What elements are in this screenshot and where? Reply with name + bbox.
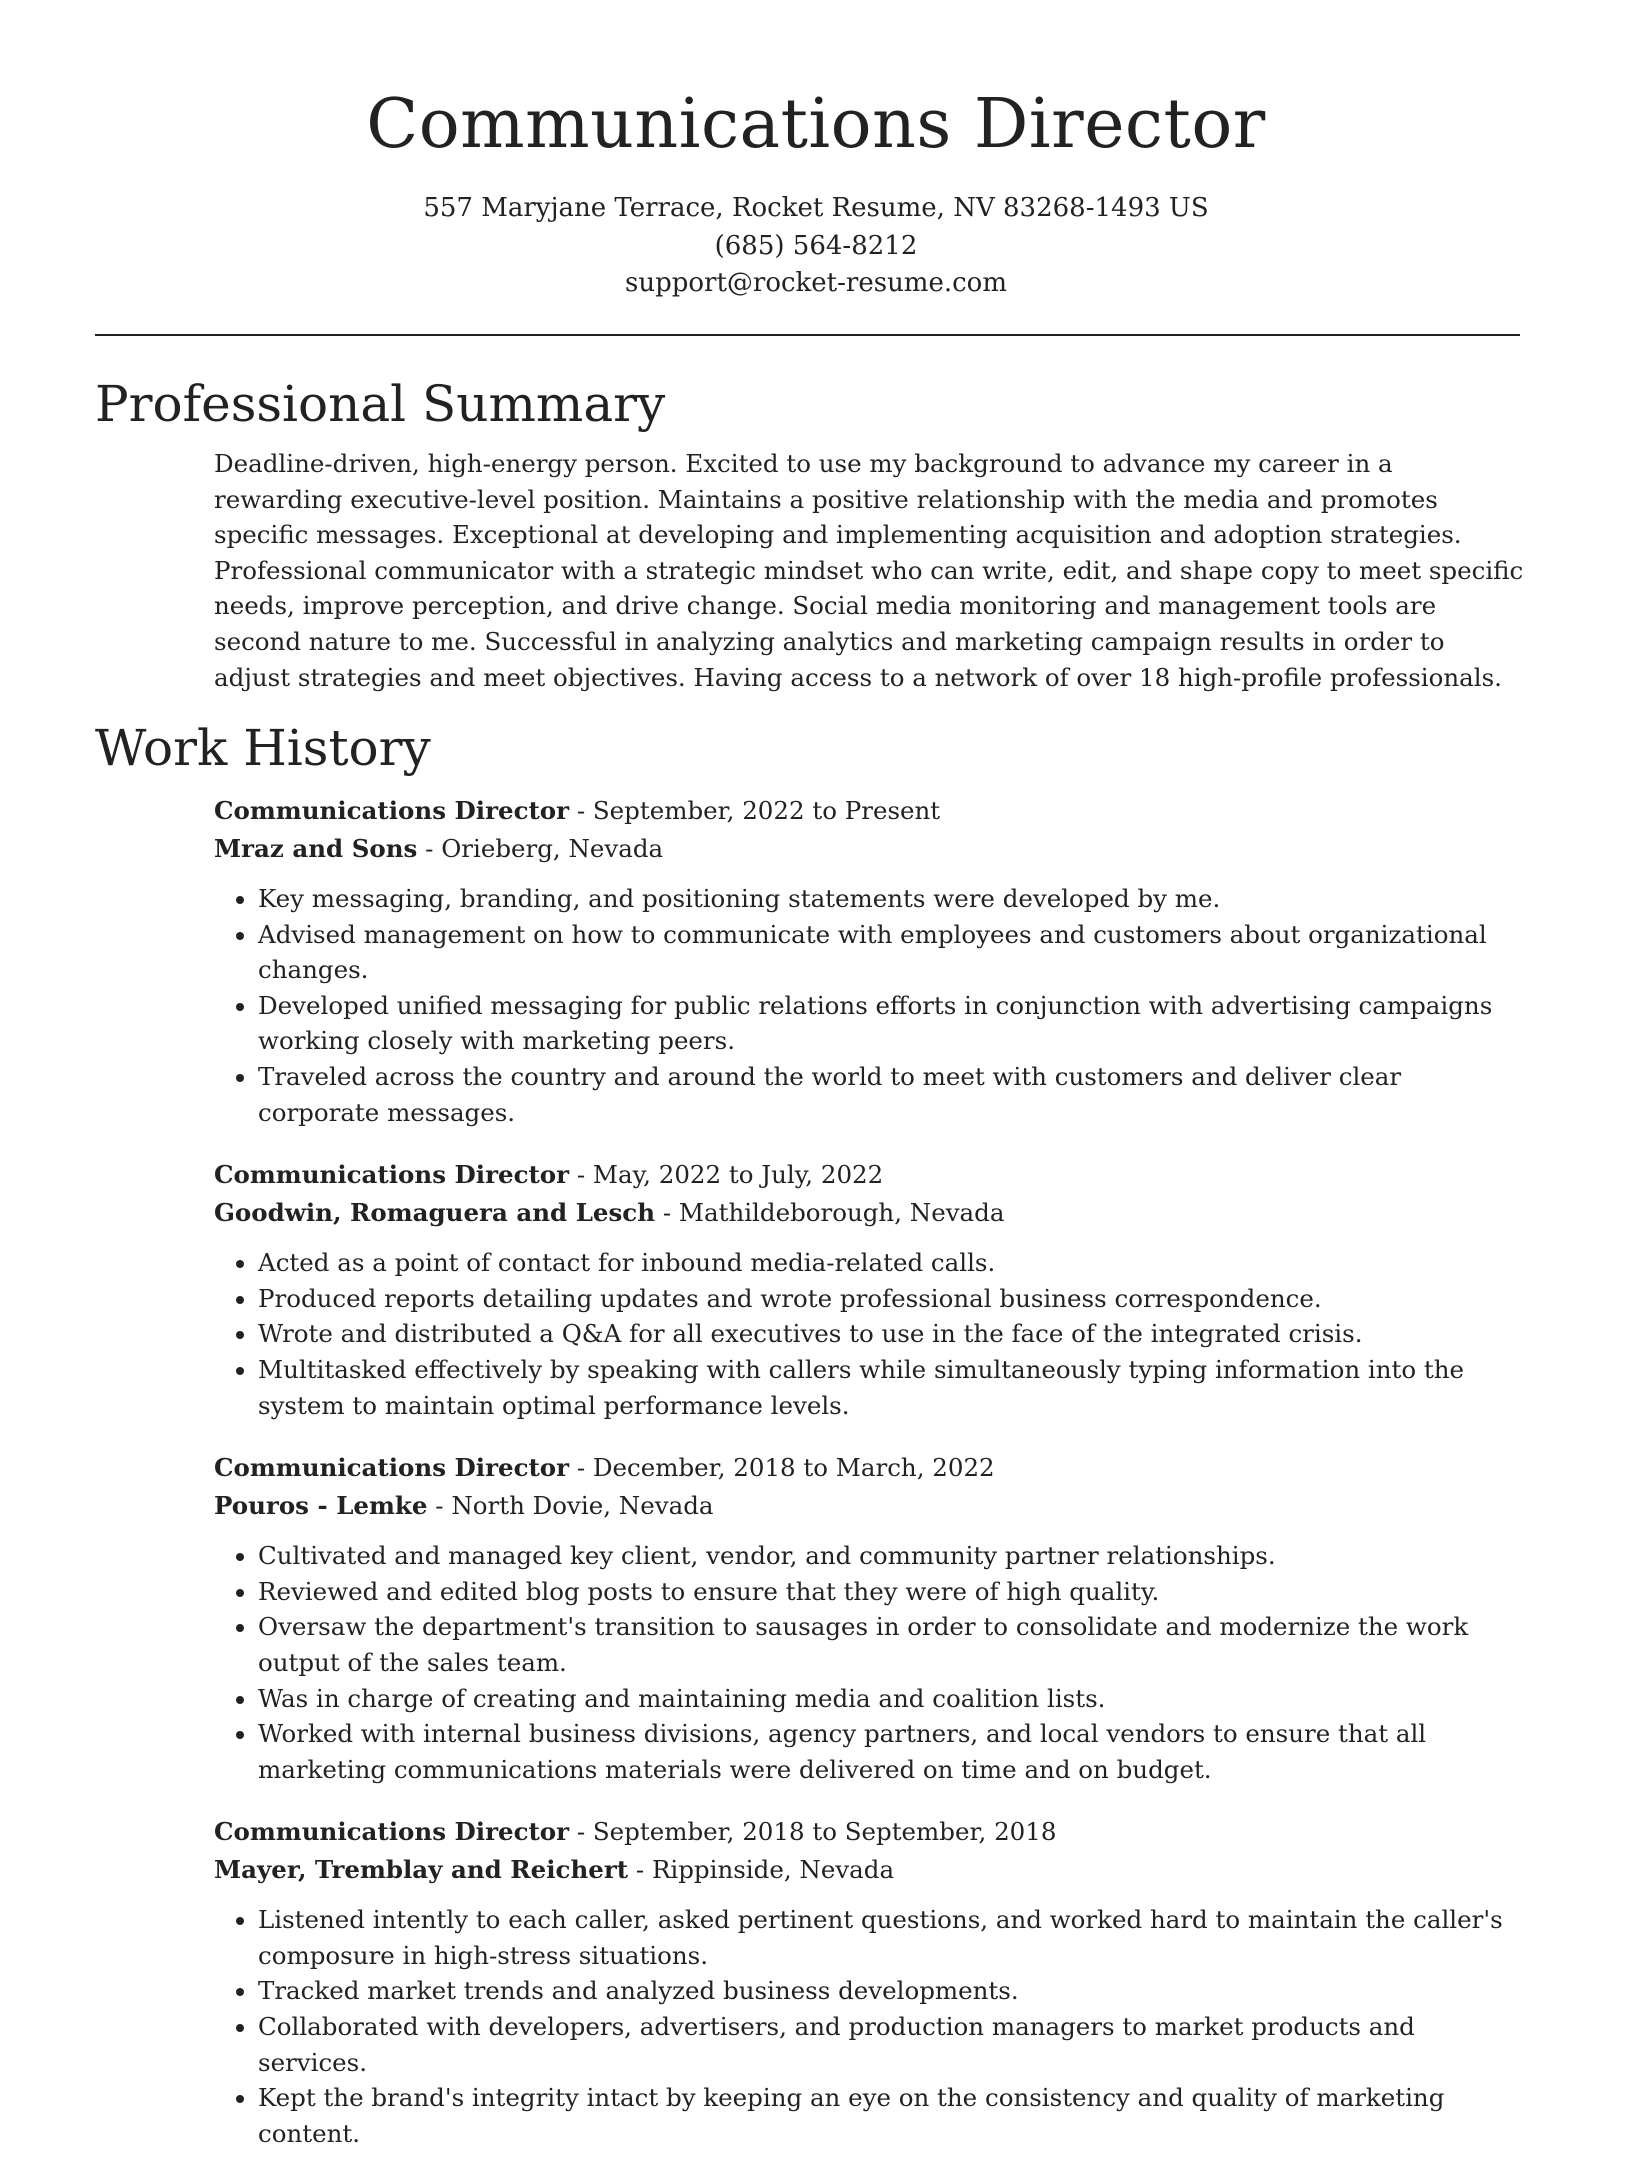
job-location: - North Dovie, Nevada (427, 1490, 714, 1520)
job-company-line (214, 1851, 1524, 1889)
job-bullets (214, 1245, 1524, 1423)
job-location: - Mathildeborough, Nevada (655, 1197, 1005, 1227)
job-entry (214, 1156, 1524, 1423)
job-bullet: • Was in charge of creating and maintaining media and coalition lists. (258, 1681, 1524, 1717)
contact-phone: (685) 564-8212 (714, 230, 918, 261)
job-company: Mayer, Tremblay and Reichert (214, 1854, 629, 1884)
job-dates: - September, 2018 to September, 2018 (569, 1817, 1057, 1847)
job-bullet: • Cultivated and managed key client, vendor, and community partner relationships. (258, 1538, 1524, 1574)
work-history-list (214, 792, 1524, 2165)
job-dates: - December, 2018 to March, 2022 (569, 1453, 995, 1483)
job-company-line (214, 830, 1524, 868)
job-title-line (214, 792, 1524, 830)
job-bullet: • Tracked market trends and analyzed business developments. (258, 1973, 1524, 2009)
job-company: Goodwin, Romaguera and Lesch (214, 1197, 656, 1227)
job-title-line (214, 1449, 1524, 1487)
job-bullet: • Traveled across the country and around the world to meet with customers and deliver clear corporate messages. (258, 1059, 1524, 1130)
job-bullet: • Key messaging, branding, and positioning statements were developed by me. (258, 881, 1524, 917)
contact-email: support@rocket-resume.com (624, 268, 1007, 298)
summary-text: Deadline-driven, high-energy person. Excited to use my background to advance my career in a rewarding executive-level position. Maintains a positive relationship with the media and promotes specific messages. Exceptional at developing and implementing acquisition and adoption strategies. Professional communicator with a strategic mindset who can write, edit, and shape copy to meet specific needs, improve perception, and drive change. Social media monitoring and management tools are second nature to me. Successful in analyzing analytics and marketing campaign results in order to adjust strategies and meet objectives. Having access to a network of over 18 high-profile professionals. (214, 449, 1524, 692)
job-location: - Rippinside, Nevada (628, 1854, 895, 1884)
job-bullet: • Wrote and distributed a Q&A for all executives to use in the face of the integrated crisis. (258, 1316, 1524, 1352)
job-bullets (214, 881, 1524, 1130)
job-bullet: • Acted as a point of contact for inbound media-related calls. (258, 1245, 1524, 1281)
job-entry (214, 792, 1524, 1130)
summary-heading: Professional Summary (95, 375, 666, 433)
job-bullet: • Reviewed and edited blog posts to ensure that they were of high quality. (258, 1574, 1524, 1610)
contact-info (0, 190, 1632, 303)
job-bullet: • Advised management on how to communicate with employees and customers about organizational changes. (258, 917, 1524, 988)
job-title: Communications Director (214, 1160, 570, 1190)
job-entry (214, 1813, 1524, 2151)
job-bullet: • Produced reports detailing updates and wrote professional business correspondence. (258, 1281, 1524, 1317)
job-company-line (214, 1487, 1524, 1525)
contact-address: 557 Maryjane Terrace, Rocket Resume, NV 83268-1493 US (423, 193, 1209, 223)
job-bullet: • Kept the brand's integrity intact by keeping an eye on the consistency and quality of marketing content. (258, 2080, 1524, 2151)
job-bullet: • Worked with internal business divisions, agency partners, and local vendors to ensure that all marketing communications materials were delivered on time and on budget. (258, 1716, 1524, 1787)
job-title-line (214, 1813, 1524, 1851)
job-bullet: • Listened intently to each caller, asked pertinent questions, and worked hard to maintain the caller's composure in high-stress situations. (258, 1902, 1524, 1973)
job-bullet: • Collaborated with developers, advertisers, and production managers to market products and services. (258, 2009, 1524, 2080)
job-dates: - September, 2022 to Present (569, 796, 941, 825)
job-title: Communications Director (214, 1453, 570, 1483)
job-company-line (214, 1194, 1524, 1232)
job-bullets (214, 1902, 1524, 2151)
job-title-line (214, 1156, 1524, 1194)
job-title: Communications Director (214, 796, 570, 825)
job-bullet: • Oversaw the department's transition to sausages in order to consolidate and modernize the work output of the sales team. (258, 1609, 1524, 1680)
job-dates: - May, 2022 to July, 2022 (569, 1160, 884, 1190)
job-bullet: • Multitasked effectively by speaking with callers while simultaneously typing information into the system to maintain optimal performance levels. (258, 1352, 1524, 1423)
job-location: - Orieberg, Nevada (417, 833, 664, 863)
job-bullet: • Developed unified messaging for public relations efforts in conjunction with advertising campaigns working closely with marketing peers. (258, 988, 1524, 1059)
header-divider (95, 334, 1520, 336)
job-bullets (214, 1538, 1524, 1787)
job-company: Pouros - Lemke (214, 1490, 428, 1520)
resume-title: Communications Director (366, 85, 1266, 164)
job-title: Communications Director (214, 1817, 570, 1847)
work-history-heading: Work History (95, 719, 431, 777)
job-entry (214, 1449, 1524, 1787)
job-company: Mraz and Sons (214, 833, 418, 863)
